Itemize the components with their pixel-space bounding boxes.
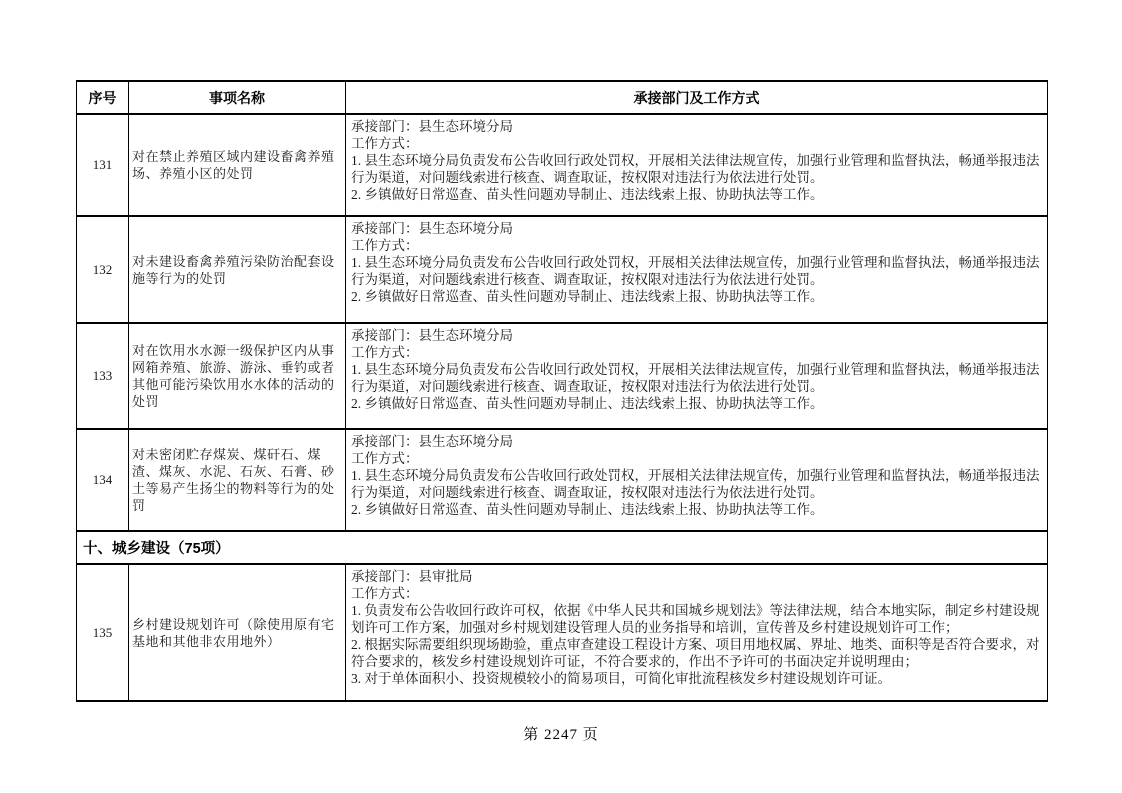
dept-line: 承接部门：县生态环境分局 [351,119,513,134]
method-line: 1. 负责发布公告收回行政许可权，依据《中华人民共和国城乡规划法》等法律法规，结合本地实际，制定乡村建设规划许可工作方案，加强对乡村规划建设管理人员的业务指导和培训，宣传普及乡村建设规划许可工作； [351,603,1040,635]
detail-cell [346,429,1048,531]
detail-cell [346,564,1048,701]
method-label: 工作方式： [351,451,419,466]
row-number: 135 [77,564,129,701]
row-number: 134 [77,429,129,531]
method-line: 2. 乡镇做好日常巡查、苗头性问题劝导制止、违法线索上报、协助执法等工作。 [351,289,824,304]
method-line: 1. 县生态环境分局负责发布公告收回行政处罚权，开展相关法律法规宣传，加强行业管理和监督执法，畅通举报违法行为渠道，对问题线索进行核查、调查取证，按权限对违法行为依法进行处罚。 [351,255,1040,287]
row-number: 131 [77,114,129,216]
items-table [76,80,1048,702]
column-header-no: 序号 [77,81,129,114]
method-line: 2. 根据实际需要组织现场勘验，重点审查建设工程设计方案、项目用地权属、界址、地类、面积等是否符合要求，对符合要求的，核发乡村建设规划许可证，不符合要求的，作出不予许可的书面决定并说明理由； [351,637,1040,669]
table-row [77,216,1048,323]
column-header-item-name: 事项名称 [129,81,346,114]
section-header-row [77,531,1048,564]
method-label: 工作方式： [351,136,419,151]
dept-line: 承接部门：县生态环境分局 [351,328,513,343]
method-line: 2. 乡镇做好日常巡查、苗头性问题劝导制止、违法线索上报、协助执法等工作。 [351,502,824,517]
table-row [77,429,1048,531]
row-number: 133 [77,323,129,429]
item-name: 对未密闭贮存煤炭、煤矸石、煤渣、煤灰、水泥、石灰、石膏、砂土等易产生扬尘的物料等行为的处罚 [129,429,346,531]
dept-line: 承接部门：县审批局 [351,569,473,584]
row-number: 132 [77,216,129,323]
detail-cell [346,323,1048,429]
table-row [77,114,1048,216]
method-label: 工作方式： [351,238,419,253]
item-name: 对在禁止养殖区域内建设畜禽养殖场、养殖小区的处罚 [129,114,346,216]
detail-cell [346,114,1048,216]
method-line: 3. 对于单体面积小、投资规模较小的简易项目，可简化审批流程核发乡村建设规划许可证。 [351,671,891,686]
item-name: 乡村建设规划许可（除使用原有宅基地和其他非农用地外） [129,564,346,701]
method-line: 2. 乡镇做好日常巡查、苗头性问题劝导制止、违法线索上报、协助执法等工作。 [351,187,824,202]
section-title: 十、城乡建设（75项） [77,531,1048,564]
table-header-row [77,81,1048,114]
method-label: 工作方式： [351,345,419,360]
page-number: 第 2247 页 [523,727,599,743]
column-header-dept-method: 承接部门及工作方式 [346,81,1048,114]
item-name: 对未建设畜禽养殖污染防治配套设施等行为的处罚 [129,216,346,323]
method-line: 2. 乡镇做好日常巡查、苗头性问题劝导制止、违法线索上报、协助执法等工作。 [351,396,824,411]
method-label: 工作方式： [351,586,419,601]
table-row [77,564,1048,701]
method-line: 1. 县生态环境分局负责发布公告收回行政处罚权，开展相关法律法规宣传，加强行业管理和监督执法，畅通举报违法行为渠道，对问题线索进行核查、调查取证，按权限对违法行为依法进行处罚。 [351,362,1040,394]
method-line: 1. 县生态环境分局负责发布公告收回行政处罚权，开展相关法律法规宣传，加强行业管理和监督执法，畅通举报违法行为渠道，对问题线索进行核查、调查取证，按权限对违法行为依法进行处罚。 [351,153,1040,185]
method-line: 1. 县生态环境分局负责发布公告收回行政处罚权，开展相关法律法规宣传，加强行业管理和监督执法，畅通举报违法行为渠道，对问题线索进行核查、调查取证，按权限对违法行为依法进行处罚。 [351,468,1040,500]
table-row [77,323,1048,429]
dept-line: 承接部门：县生态环境分局 [351,221,513,236]
detail-cell [346,216,1048,323]
item-name: 对在饮用水水源一级保护区内从事网箱养殖、旅游、游泳、垂钓或者其他可能污染饮用水水体的活动的处罚 [129,323,346,429]
dept-line: 承接部门：县生态环境分局 [351,434,513,449]
